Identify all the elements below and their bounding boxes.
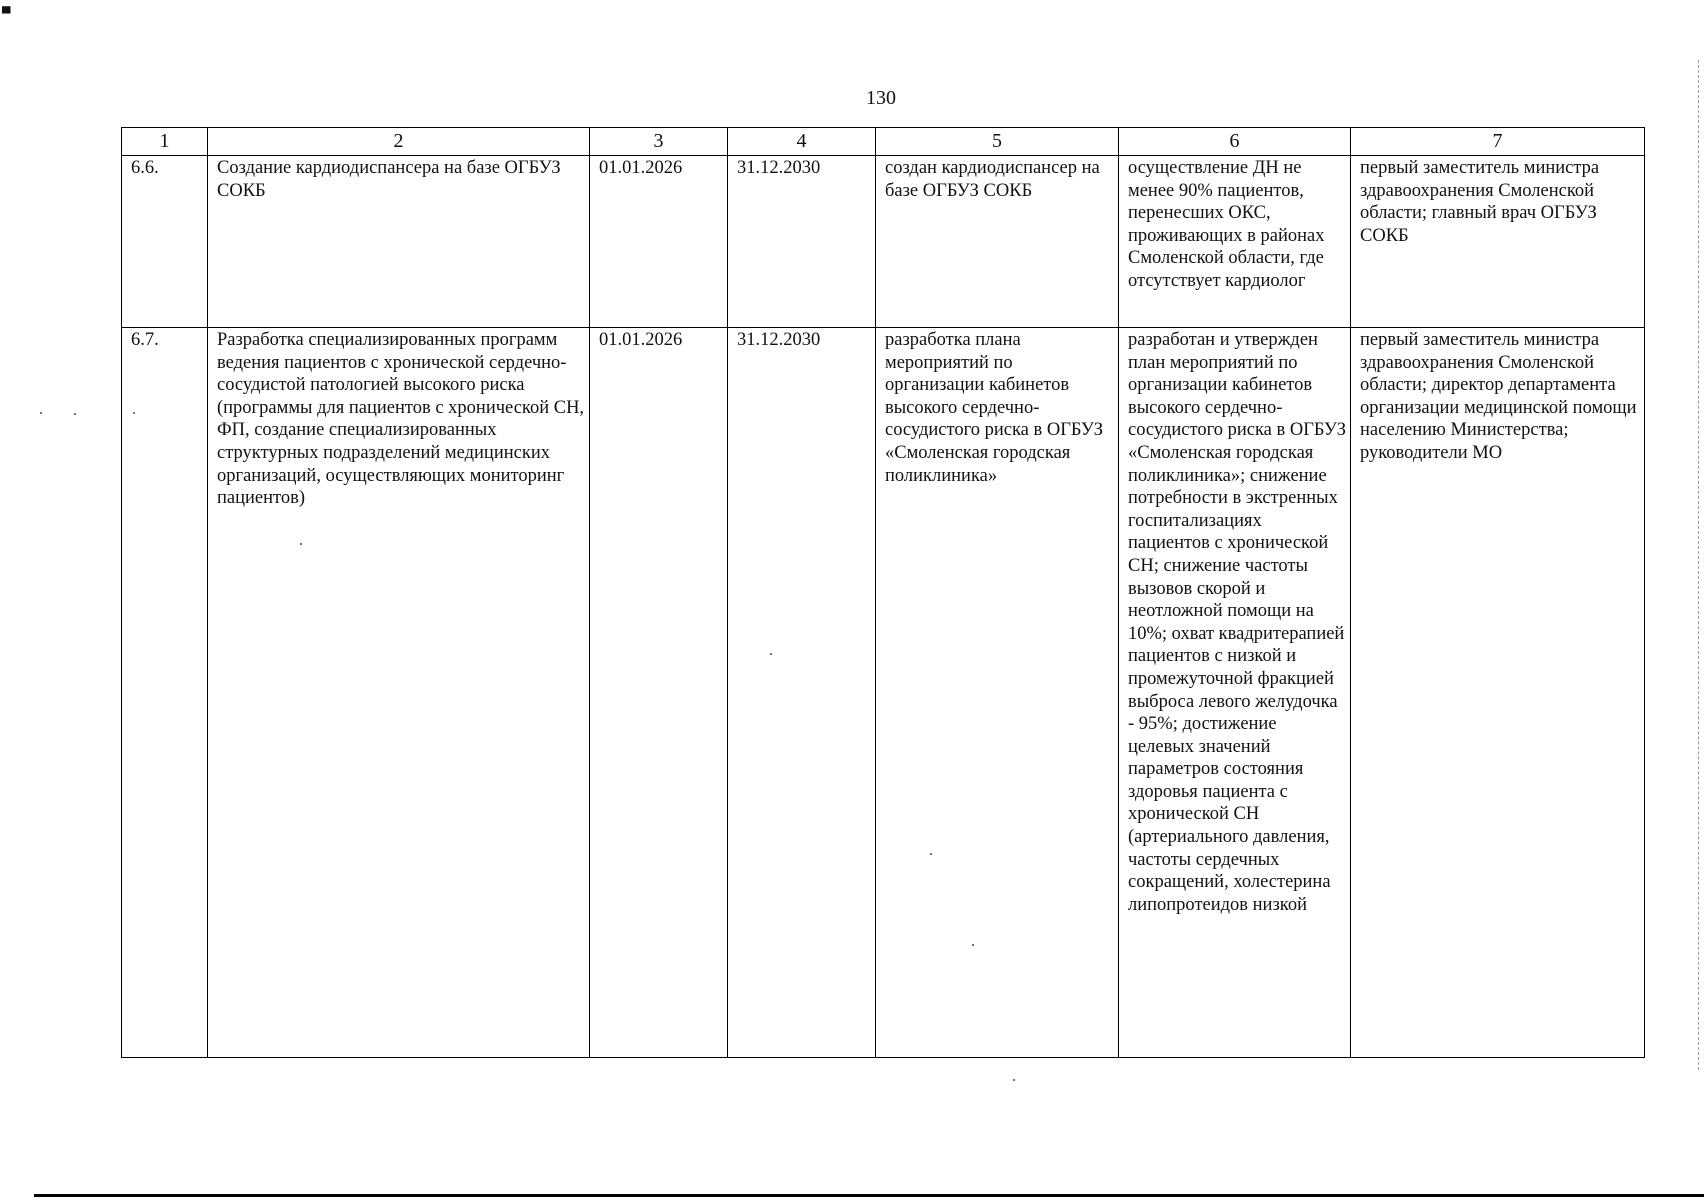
end-date-cell: 31.12.2030 — [728, 156, 876, 328]
column-header-5: 5 — [876, 128, 1119, 156]
row-number-cell: 6.7. — [122, 328, 208, 1058]
table-row — [122, 328, 1645, 1058]
column-header-7: 7 — [1351, 128, 1645, 156]
indicator-cell: разработан и утвержден план мероприятий по организации кабинетов высокого сердечно-сосудистого риска в ОГБУЗ «Смоленская городская поликлиника»; снижение потребности в экстренных госпитализациях пациентов с хронической СН; снижение частоты вызовов скорой и неотложной помощи на 10%; охват квадритерапией пациентов с низкой и промежуточной фракцией выброса левого желудочка - 95%; достижение целевых значений параметров состояния здоровья пациента с хронической СН (артериального давления, частоты сердечных сокращений, холестерина липопротеидов низкой — [1119, 328, 1351, 1058]
end-date-cell: 31.12.2030 — [728, 328, 876, 1058]
table-row — [122, 156, 1645, 328]
column-header-2: 2 — [208, 128, 590, 156]
corner-mark: ▄ — [2, 0, 11, 13]
document-table — [121, 127, 1645, 1058]
row-number-cell: 6.6. — [122, 156, 208, 328]
result-cell: разработка плана мероприятий по организации кабинетов высокого сердечно-сосудистого риска в ОГБУЗ «Смоленская городская поликлиника» — [876, 328, 1119, 1058]
activity-cell: Создание кардиодиспансера на базе ОГБУЗ СОКБ — [208, 156, 590, 328]
responsible-cell: первый заместитель министра здравоохранения Смоленской области; главный врач ОГБУЗ СОКБ — [1351, 156, 1645, 328]
page-number: 130 — [866, 87, 896, 109]
start-date-cell: 01.01.2026 — [590, 328, 728, 1058]
table-header-row — [122, 128, 1645, 156]
column-header-6: 6 — [1119, 128, 1351, 156]
result-cell: создан кардиодиспансер на базе ОГБУЗ СОКБ — [876, 156, 1119, 328]
indicator-cell: осуществление ДН не менее 90% пациентов, перенесших ОКС, проживающих в районах Смоленской области, где отсутствует кардиолог — [1119, 156, 1351, 328]
scan-edge-line — [1698, 60, 1700, 1070]
column-header-1: 1 — [122, 128, 208, 156]
column-header-3: 3 — [590, 128, 728, 156]
bottom-rule — [34, 1194, 1704, 1197]
column-header-4: 4 — [728, 128, 876, 156]
start-date-cell: 01.01.2026 — [590, 156, 728, 328]
responsible-cell: первый заместитель министра здравоохранения Смоленской области; директор департамента организации медицинской помощи населению Министерства; руководители МО — [1351, 328, 1645, 1058]
activity-cell: Разработка специализированных программ ведения пациентов с хронической сердечно-сосудистой патологией высокого риска (программы для пациентов с хронической СН, ФП, создание специализированных структурных подразделений медицинских организаций, осуществляющих мониторинг пациентов) — [208, 328, 590, 1058]
